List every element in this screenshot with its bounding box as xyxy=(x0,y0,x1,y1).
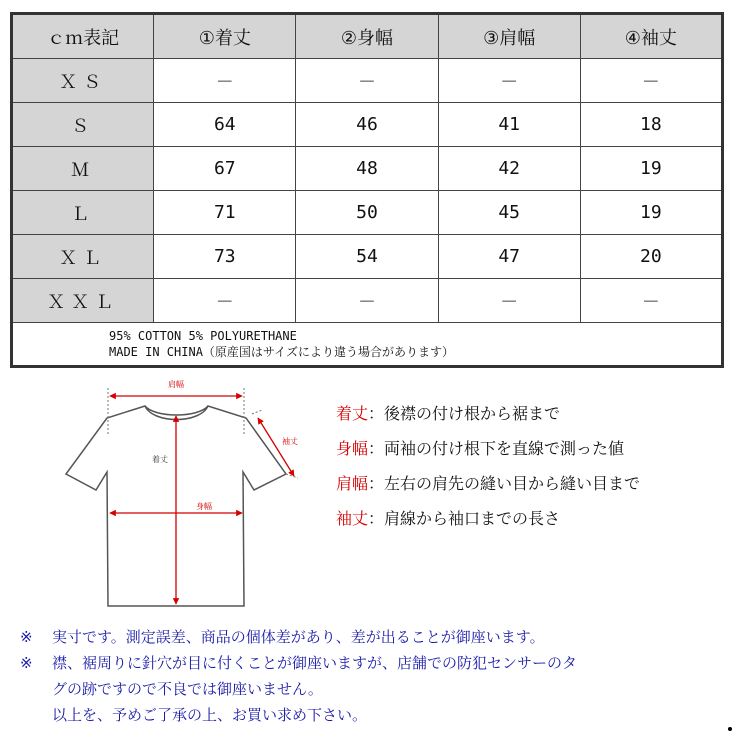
legend-item xyxy=(336,501,736,536)
table-cell: 46 xyxy=(296,103,438,147)
legend-term: 袖丈 xyxy=(336,509,369,528)
table-cell: － xyxy=(154,59,296,103)
legend-term: 着丈 xyxy=(336,404,369,423)
chest-label: 身幅 xyxy=(196,502,212,511)
guide-line-cuff xyxy=(286,474,298,478)
table-row xyxy=(12,147,723,191)
table-cell: 41 xyxy=(438,103,580,147)
legend-description: 肩線から袖口までの長さ xyxy=(384,509,561,528)
size-label: ＸＳ xyxy=(12,59,154,103)
table-cell: － xyxy=(296,59,438,103)
note-mark-icon: ※ xyxy=(20,628,33,646)
table-cell: 64 xyxy=(154,103,296,147)
table-row xyxy=(12,235,723,279)
table-cell: － xyxy=(438,279,580,323)
legend-item xyxy=(336,396,736,431)
size-label: Ｓ xyxy=(12,103,154,147)
header-cell: ③肩幅 xyxy=(438,14,580,59)
notice-text: 襟、裾周りに針穴が目に付くことが御座いますが、店舗での防犯センサーのタ xyxy=(52,654,578,672)
table-note-row xyxy=(12,323,723,367)
size-label: Ｍ xyxy=(12,147,154,191)
notice-text: 以上を、予めご了承の上、お買い求め下さい。 xyxy=(52,706,368,724)
size-label: ＸＸＬ xyxy=(12,279,154,323)
table-cell: 54 xyxy=(296,235,438,279)
table-row xyxy=(12,103,723,147)
note-mark-icon: ※ xyxy=(20,654,33,672)
table-cell: 19 xyxy=(580,147,722,191)
notice-line xyxy=(20,650,735,676)
table-row xyxy=(12,279,723,323)
table-cell: 20 xyxy=(580,235,722,279)
table-cell: 67 xyxy=(154,147,296,191)
tshirt-diagram xyxy=(58,378,318,618)
shoulder-label: 肩幅 xyxy=(168,380,184,389)
header-cell: ①着丈 xyxy=(154,14,296,59)
legend-separator: ： xyxy=(368,509,385,528)
material-text: 95% COTTON 5% POLYURETHANE xyxy=(109,329,297,343)
legend-term: 肩幅 xyxy=(336,474,369,493)
table-row xyxy=(12,59,723,103)
guide-line-sleeve xyxy=(252,410,262,414)
table-header-row xyxy=(12,14,723,59)
legend-term: 身幅 xyxy=(336,439,369,458)
table-cell: 48 xyxy=(296,147,438,191)
table-cell: 42 xyxy=(438,147,580,191)
table-cell: 19 xyxy=(580,191,722,235)
table-cell: － xyxy=(296,279,438,323)
legend-separator: ： xyxy=(368,474,385,493)
legend-separator: ： xyxy=(368,439,385,458)
measurement-legend xyxy=(336,396,736,536)
table-cell: － xyxy=(580,279,722,323)
table-cell: 73 xyxy=(154,235,296,279)
sleeve-arrow xyxy=(258,418,294,476)
size-table xyxy=(10,12,724,368)
table-cell: － xyxy=(154,279,296,323)
size-label: Ｌ xyxy=(12,191,154,235)
legend-item xyxy=(336,431,736,466)
notice-block xyxy=(20,624,735,728)
bullet-dot xyxy=(728,727,732,731)
legend-description: 後襟の付け根から裾まで xyxy=(384,404,561,423)
material-note xyxy=(12,323,723,367)
table-cell: 71 xyxy=(154,191,296,235)
table-cell: 45 xyxy=(438,191,580,235)
origin-text: MADE IN CHINA（原産国はサイズにより違う場合があります） xyxy=(109,345,454,359)
notice-text: グの跡ですので不良では御座いません。 xyxy=(52,680,323,698)
legend-description: 左右の肩先の縫い目から縫い目まで xyxy=(384,474,641,493)
legend-separator: ： xyxy=(368,404,385,423)
table-cell: － xyxy=(580,59,722,103)
header-cell: ｃｍ表記 xyxy=(12,14,154,59)
length-label: 着丈 xyxy=(152,455,168,464)
header-cell: ②身幅 xyxy=(296,14,438,59)
table-row xyxy=(12,191,723,235)
sleeve-label: 袖丈 xyxy=(282,437,298,446)
table-cell: 47 xyxy=(438,235,580,279)
header-cell: ④袖丈 xyxy=(580,14,722,59)
table-cell: 50 xyxy=(296,191,438,235)
notice-text: 実寸です。測定誤差、商品の個体差があり、差が出ることが御座います。 xyxy=(52,628,545,646)
table-cell: 18 xyxy=(580,103,722,147)
legend-item xyxy=(336,466,736,501)
table-cell: － xyxy=(438,59,580,103)
notice-line xyxy=(20,624,735,650)
legend-description: 両袖の付け根下を直線で測った値 xyxy=(384,439,625,458)
size-label: ＸＬ xyxy=(12,235,154,279)
